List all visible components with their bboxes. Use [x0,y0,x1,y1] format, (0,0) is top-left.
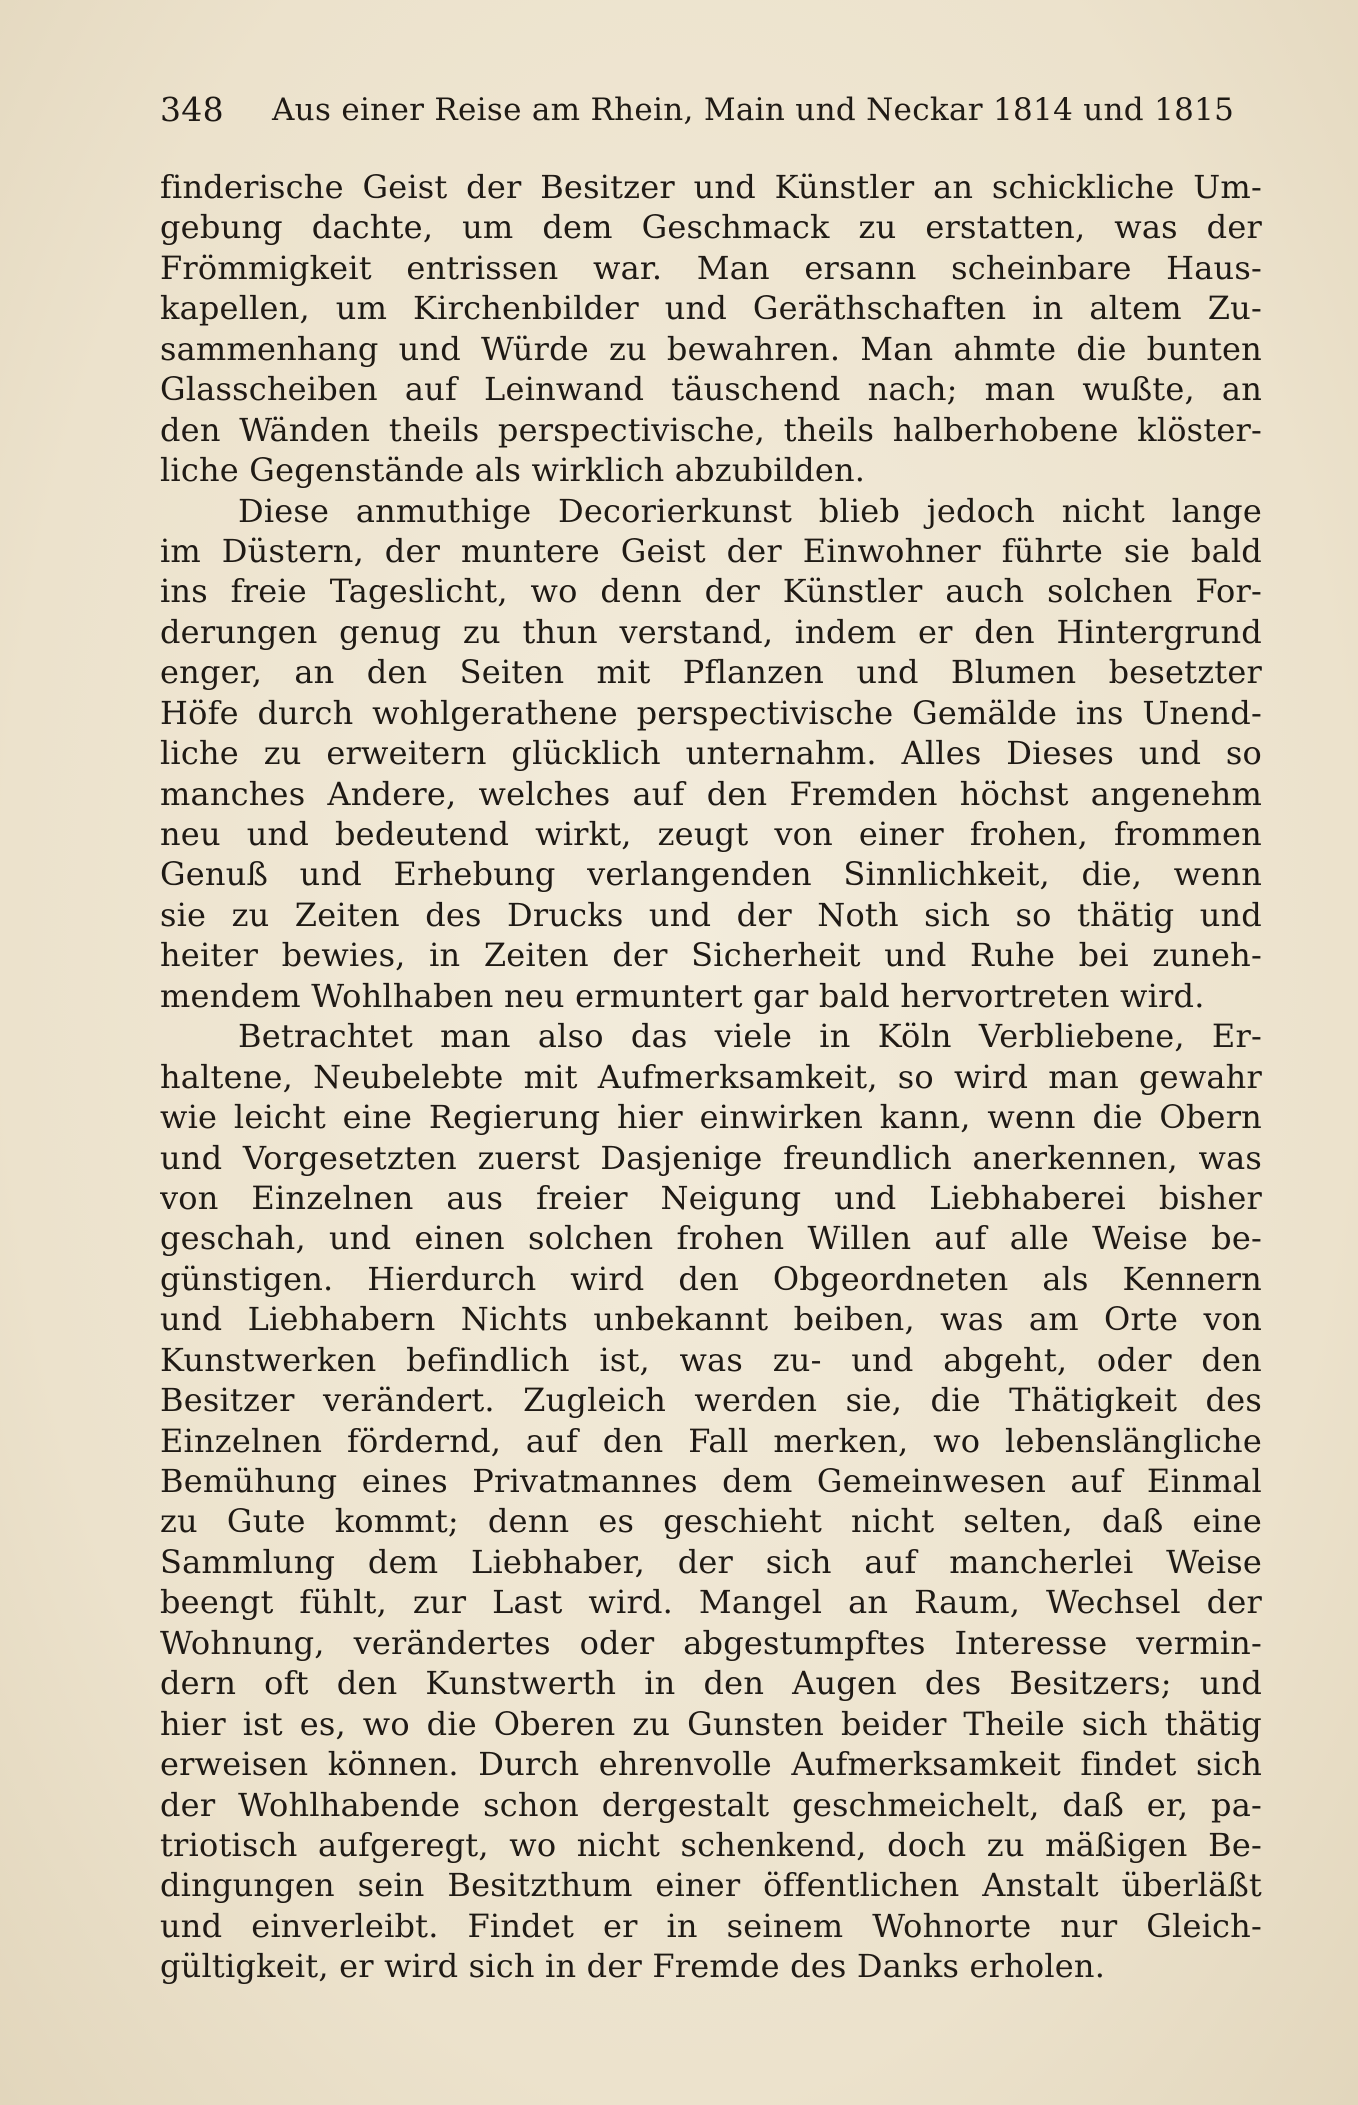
text-line: liche Gegenstände als wirklich abzubilden. [160,451,866,490]
text-line: haltene, Neubelebte mit Aufmerksamkeit, so wird man gewahr [160,1057,1262,1096]
text-line: sie zu Zeiten des Drucks und der Noth sich so thätig und [160,895,1262,934]
text-line: wie leicht eine Regierung hier einwirken kann, wenn die Obern [160,1098,1262,1137]
paragraph [160,1016,1262,1987]
text-line: Höfe durch wohlgerathene perspectivische Gemälde ins Unend- [160,693,1262,732]
text-line: Einzelnen fördernd, auf den Fall merken, wo lebenslängliche [160,1421,1262,1460]
text-line: den Wänden theils perspectivische, theils halberhobene klöster- [160,410,1262,449]
text-line: gültigkeit, er wird sich in der Fremde des Danks erholen. [160,1947,1106,1986]
text-line: günstigen. Hierdurch wird den Obgeordneten als Kennern [160,1259,1262,1298]
text-line: Betrachtet man also das viele in Köln Verbliebene, Er- [238,1017,1262,1056]
text-line: Kunstwerken befindlich ist, was zu- und abgeht, oder den [160,1340,1262,1379]
text-line: hier ist es, wo die Oberen zu Gunsten beider Theile sich thätig [160,1704,1262,1743]
text-line: und einverleibt. Findet er in seinem Wohnorte nur Gleich- [160,1906,1262,1945]
text-line: und Liebhabern Nichts unbekannt beiben, was am Orte von [160,1300,1262,1339]
text-line: erweisen können. Durch ehrenvolle Aufmerksamkeit findet sich [160,1745,1262,1784]
text-line: beengt fühlt, zur Last wird. Mangel an Raum, Wechsel der [160,1583,1262,1622]
text-line: und Vorgesetzten zuerst Dasjenige freundlich anerkennen, was [160,1138,1262,1177]
text-line: liche zu erweitern glücklich unternahm. Alles Dieses und so [160,734,1262,773]
text-line: kapellen, um Kirchenbilder und Geräthschaften in altem Zu- [160,289,1262,328]
text-line: geschah, und einen solchen frohen Willen auf alle Weise be- [160,1219,1262,1258]
text-line: heiter bewies, in Zeiten der Sicherheit und Ruhe bei zuneh- [160,936,1262,975]
page-header [160,88,1260,132]
text-line: Wohnung, verändertes oder abgestumpftes Interesse vermin- [160,1623,1262,1662]
paragraph [160,491,1262,1017]
text-line: derungen genug zu thun verstand, indem er den Hintergrund [160,612,1262,651]
text-line: der Wohlhabende schon dergestalt geschmeichelt, daß er, pa- [160,1785,1262,1824]
text-line: Diese anmuthige Decorierkunst blieb jedoch nicht lange [238,491,1262,530]
text-line: zu Gute kommt; denn es geschieht nicht selten, daß eine [160,1502,1262,1541]
text-line: triotisch aufgeregt, wo nicht schenkend, doch zu mäßigen Be- [160,1825,1262,1864]
text-line: dingungen sein Besitzthum einer öffentlichen Anstalt überläßt [160,1866,1262,1905]
text-line: im Düstern, der muntere Geist der Einwohner führte sie bald [160,531,1262,570]
text-line: Sammlung dem Liebhaber, der sich auf mancherlei Weise [160,1542,1262,1581]
text-line: ins freie Tageslicht, wo denn der Künstler auch solchen For- [160,572,1262,611]
text-line: dern oft den Kunstwerth in den Augen des Besitzers; und [160,1664,1262,1703]
text-line: sammenhang und Würde zu bewahren. Man ahmte die bunten [160,329,1262,368]
text-line: Genuß und Erhebung verlangenden Sinnlichkeit, die, wenn [160,855,1262,894]
running-title: Aus einer Reise am Rhein, Main und Neckar 1814 und 1815 [272,92,1235,128]
body-text [160,167,1262,1987]
text-line: manches Andere, welches auf den Fremden höchst angenehm [160,774,1262,813]
page-number: 348 [160,90,224,129]
text-line: neu und bedeutend wirkt, zeugt von einer frohen, frommen [160,815,1262,853]
text-line: enger, an den Seiten mit Pflanzen und Blumen besetzter [160,653,1262,692]
text-line: Bemühung eines Privatmannes dem Gemeinwesen auf Einmal [160,1462,1262,1500]
text-line: finderische Geist der Besitzer und Künstler an schickliche Um- [160,168,1262,206]
text-line: gebung dachte, um dem Geschmack zu erstatten, was der [160,208,1262,247]
text-line: von Einzelnen aus freier Neigung und Liebhaberei bisher [160,1178,1262,1217]
text-line: mendem Wohlhaben neu ermuntert gar bald hervortreten wird. [160,976,1205,1015]
text-line: Glasscheiben auf Leinwand täuschend nach; man wußte, an [160,370,1262,409]
text-line: Besitzer verändert. Zugleich werden sie, die Thätigkeit des [160,1381,1262,1420]
text-line: Frömmigkeit entrissen war. Man ersann scheinbare Haus- [160,248,1262,287]
paragraph [160,167,1262,491]
